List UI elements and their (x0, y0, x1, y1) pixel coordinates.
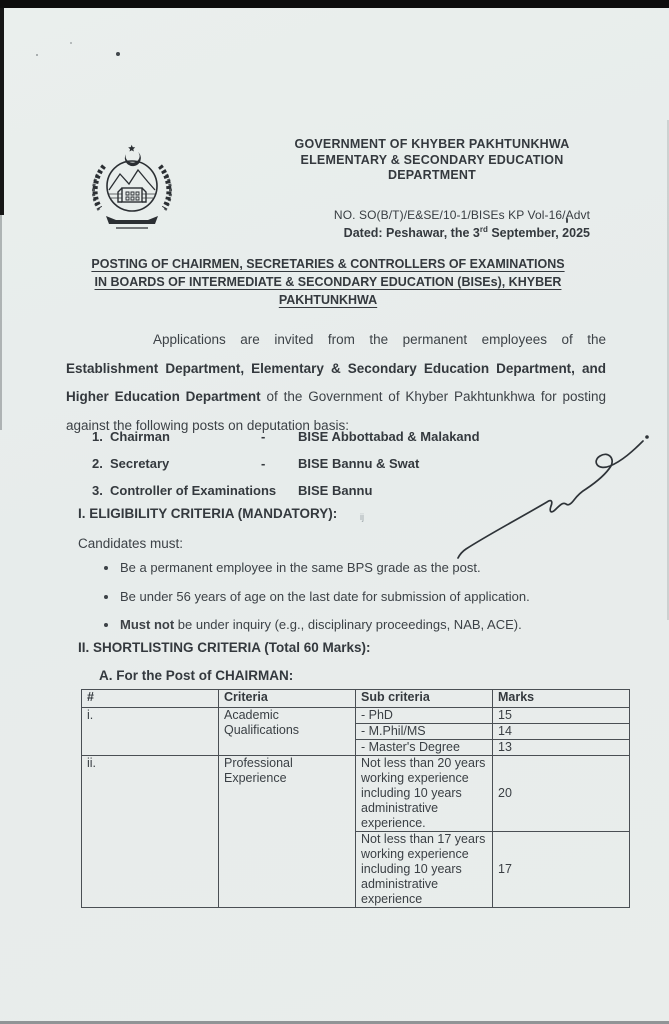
header-line-department2: DEPARTMENT (388, 168, 476, 182)
scan-top-border (0, 0, 669, 8)
eligibility-heading: I. ELIGIBILITY CRITERIA (MANDATORY): (78, 506, 338, 521)
handwritten-signature (452, 430, 662, 570)
eligibility-bullet-list (0, 560, 669, 646)
post-board: BISE Abbottabad & Malakand (298, 429, 480, 444)
table-header-row (82, 690, 630, 708)
subcriteria-cell: - Master's Degree (356, 740, 493, 756)
scan-smudge: ij (360, 512, 364, 522)
reference-block (250, 208, 590, 240)
post-separator-dash: - (261, 456, 266, 471)
post-title: Secretary (110, 456, 170, 471)
scan-left-border-faint (0, 215, 2, 430)
marks-cell: 13 (493, 740, 630, 756)
bullet-text (120, 617, 522, 632)
bullet-item (0, 589, 669, 618)
shortlisting-criteria-table (81, 689, 630, 908)
chairman-post-subheading: A. For the Post of CHAIRMAN: (99, 668, 294, 683)
scan-speck (36, 54, 38, 56)
bullet-plain-part: be under inquiry (e.g., disciplinary proceedings, NAB, ACE). (174, 617, 522, 632)
marks-cell: 14 (493, 724, 630, 740)
intro-text-post: of the Government of Khyber Pakhtunkhwa for posting against the following posts on deputation basis: (66, 389, 606, 433)
bullet-dot (104, 595, 108, 599)
title-line-3: PAKHTUNKHWA (278, 293, 378, 307)
column-header-marks: Marks (493, 690, 630, 708)
scan-left-border (0, 8, 4, 215)
subcriteria-cell: - PhD (356, 708, 493, 724)
bullet-dot (104, 623, 108, 627)
bullet-text (120, 560, 481, 575)
date-ordinal-suffix: rd (479, 225, 488, 234)
department-header (272, 137, 592, 184)
subcriteria-cell: Not less than 20 years working experience including 10 years administrative experience. (356, 756, 493, 832)
table-row (82, 708, 630, 724)
header-line-government: GOVERNMENT OF KHYBER PAKHTUNKHWA (294, 137, 570, 151)
column-header-subcriteria: Sub criteria (356, 690, 493, 708)
bullet-plain-part: Be a permanent employee in the same BPS grade as the post. (120, 560, 481, 575)
date-suffix: September, 2025 (487, 226, 590, 241)
row-number-cell: ii. (82, 756, 219, 908)
post-board: BISE Bannu (298, 483, 373, 498)
post-title: Controller of Examinations (110, 483, 277, 498)
post-number: 1. (92, 429, 103, 444)
intro-text-bold-departments: Establishment Department, Elementary & Secondary Education Department, and Higher Education Department (66, 360, 606, 404)
intro-paragraph (66, 326, 606, 440)
bullet-text (120, 589, 530, 604)
subcriteria-cell: - M.Phil/MS (356, 724, 493, 740)
post-title: Chairman (110, 429, 170, 444)
document-date (250, 225, 590, 240)
candidates-must-label: Candidates must: (78, 536, 184, 551)
marks-cell: 15 (493, 708, 630, 724)
post-board: BISE Bannu & Swat (298, 456, 420, 471)
title-line-1: POSTING OF CHAIRMEN, SECRETARIES & CONTROLLERS OF EXAMINATIONS (91, 257, 565, 271)
kp-government-emblem-logo (82, 144, 182, 236)
marks-cell: 20 (493, 756, 630, 832)
table-row (82, 756, 630, 832)
bullet-bold-part: Must not (120, 617, 175, 632)
column-header-criteria: Criteria (219, 690, 356, 708)
date-prefix: Dated: Peshawar, the 3 (343, 226, 480, 241)
row-number-cell: i. (82, 708, 219, 756)
criteria-cell: Professional Experience (219, 756, 356, 908)
shortlisting-heading: II. SHORTLISTING CRITERIA (Total 60 Marks): (78, 640, 371, 655)
bullet-dot (104, 566, 108, 570)
bullet-plain-part: Be under 56 years of age on the last date for submission of application. (120, 588, 530, 604)
post-separator-dash: - (261, 429, 266, 444)
post-number: 2. (92, 456, 103, 471)
header-line-department1: ELEMENTARY & SECONDARY EDUCATION (300, 152, 564, 167)
post-number: 3. (92, 483, 103, 498)
title-line-2: IN BOARDS OF INTERMEDIATE & SECONDARY EDUCATION (BISEs), KHYBER (94, 275, 562, 289)
criteria-cell: Academic Qualifications (219, 708, 356, 756)
reference-number: NO. SO(B/T)/E&SE/10-1/BISEs KP Vol-16/Advt (333, 208, 590, 222)
marks-cell: 17 (493, 832, 630, 908)
scan-speck (70, 42, 72, 44)
subject-title (58, 255, 598, 309)
subcriteria-cell: Not less than 17 years working experience including 10 years administrative experience (356, 832, 493, 908)
intro-text-pre: Applications are invited from the permanent employees of the (153, 332, 606, 347)
scan-speck (116, 52, 120, 56)
column-header-number: # (82, 690, 219, 708)
bullet-item (0, 560, 669, 589)
